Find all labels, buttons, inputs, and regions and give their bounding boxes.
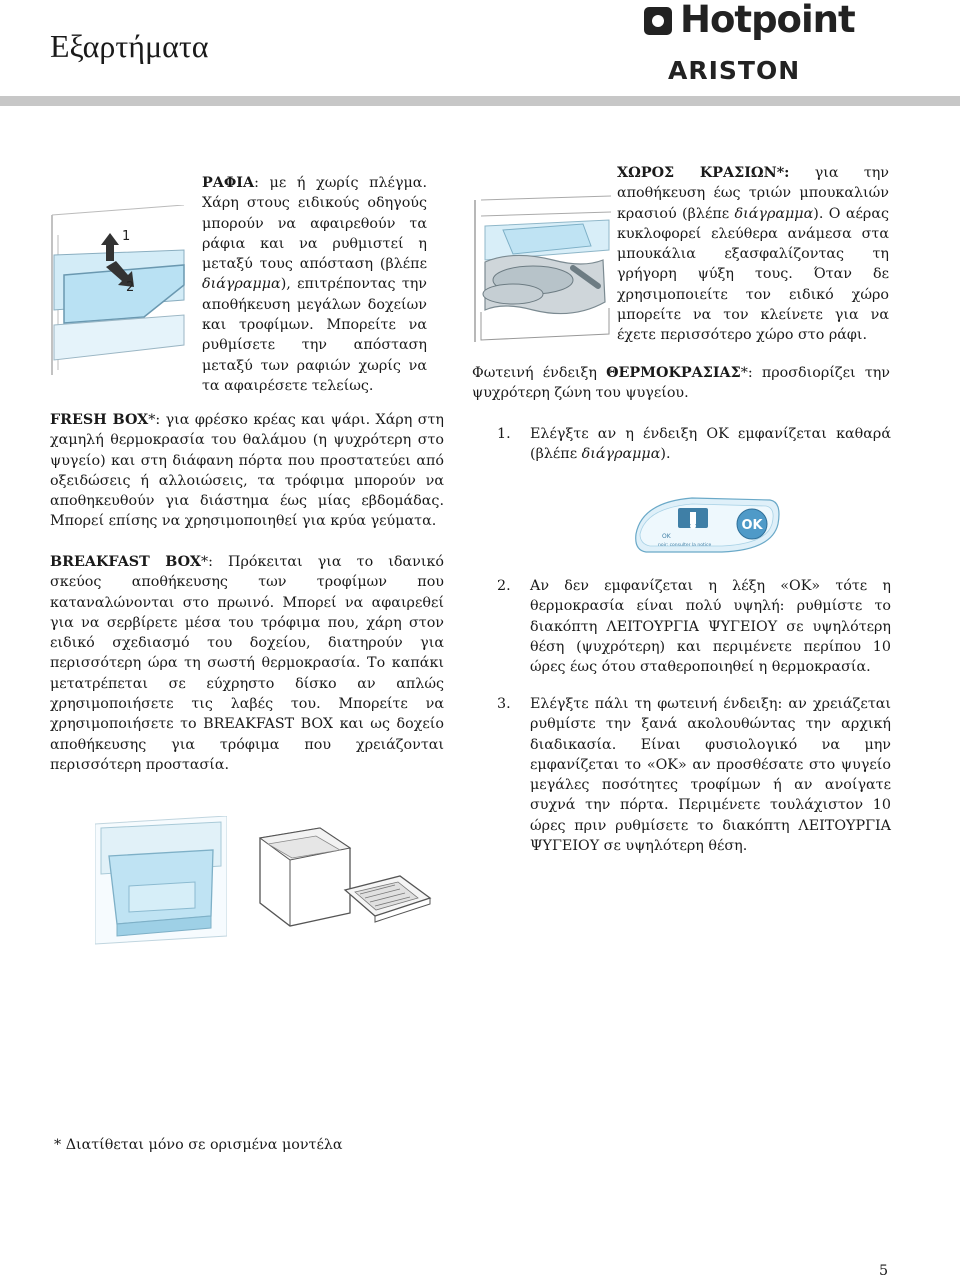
brand-name: Hotpoint (680, 0, 855, 41)
breakfast-box-paragraph (50, 552, 444, 775)
step-number: 1. (497, 426, 511, 442)
fresh-box-drawer-illustration (95, 816, 227, 946)
temp-indicator-text: Φωτεινή ένδειξη (472, 365, 607, 381)
page-title: Εξαρτήματα (50, 28, 209, 64)
brand-subname: ARISTON (668, 56, 801, 85)
step-text (530, 424, 891, 465)
wine-rack-text2: ). Ο αέρας κυκλοφορεί ελεύθερα ανάμεσα στα μπουκάλια εξασφαλίζοντας τη γρήγορη ψύξη τους. Όταν δε χρησιμοποιείτε τον ειδικό χώρο μπορείτε να τον κλείνετε για να έχετε περισσότερο χώρο στο ράφι. (617, 205, 889, 344)
temp-indicator-label: ΘΕΡΜΟΚΡΑΣΙΑΣ (606, 365, 741, 381)
shelves-ref: διάγραμμα (202, 276, 281, 293)
step-text-end: ). (660, 446, 671, 463)
breakfast-box-text: *: Πρόκειται για το ιδανικό σκεύος αποθήκευσης των τροφίμων που καταναλώνονται στο πρωινό. Μπορεί να αφαιρεθεί για να σερβίρετε μέσα του τρόφιμα που, χάρη στον ειδικό σχεδιασμό του δοχείου, διατηρούν για περισσότερη ώρα τη σωστή θερμοκρασία. Το καπάκι μετατρέπεται σε εύχρηστο δίσκο αν απλώς χρησιμοποιήσετε τις λαβές του. Μπορείτε να χρησιμοποιήσετε το BREAKFAST BOX και ως δοχείο αποθήκευσης για τρόφιμα που χρειάζονται περισσότερη προστασία. (50, 554, 444, 773)
fresh-box-text: *: για φρέσκο κρέας και ψάρι. Χάρη στη χαμηλή θερμοκρασία του θαλάμου (η ψυχρότερη στο ψυγείο) και στη διάφανη πόρτα που προστατεύει από οξειδώσεις ή αλλοιώσεις, τα τρόφιμα μπορούν να αποθηκευθούν για διάστημα έως μίας εβδομάδας. Μπορεί επίσης να χρησιμοποιηθεί για κρύα γεύματα. (50, 412, 444, 530)
shelves-text2: ), επιτρέποντας την αποθήκευση μεγάλων δοχείων και τροφίμων. Μπορείτε να ρυθμίσετε την απόσταση μεταξύ των ραφιών χωρίς να τα αφαιρέσετε τελείως. (202, 276, 427, 394)
breakfast-box-illustration (250, 818, 435, 943)
small-ok-label: OK (662, 533, 671, 540)
wine-rack-text: για την αποθήκευση έως τριών μπουκαλιών κρασιού (βλέπε (617, 165, 889, 222)
shelves-text: : με ή χωρίς πλέγμα. Χάρη στους ειδικούς οδηγούς μπορούν να αφαιρεθούν τα ράφια και να ρυθμιστεί η μεταξύ τους απόσταση (βλέπε (202, 175, 427, 273)
indicator-caption: noir: consulter la notice (658, 543, 712, 548)
step-item-2 (497, 576, 891, 676)
shelves-diagram (44, 205, 194, 380)
temperature-ok-indicator (632, 494, 782, 556)
step-item-1 (497, 424, 891, 466)
ok-label: OK (741, 518, 763, 533)
step2-label: 2 (126, 280, 135, 295)
shelves-paragraph (202, 173, 427, 396)
step-number: 3. (497, 696, 511, 712)
header-divider (0, 96, 960, 106)
step-ref: διάγραμμα (581, 446, 661, 463)
breakfast-box-label: BREAKFAST BOX (50, 554, 201, 570)
step-number: 2. (497, 578, 511, 594)
wine-rack-paragraph (617, 163, 889, 346)
footnote: * Διατίθεται μόνο σε ορισμένα μοντέλα (54, 1137, 343, 1153)
temp-indicator-text2: *: προσδιορίζει την ψυχρότερη ζώνη του ψυγείου. (472, 365, 890, 402)
fresh-box-paragraph (50, 410, 444, 532)
step-text-main: Ελέγξτε αν η ένδειξη OK εμφανίζεται καθαρά (βλέπε (530, 426, 891, 463)
wine-rack-label: ΧΩΡΟΣ ΚΡΑΣΙΩΝ*: (617, 165, 790, 181)
brand-logo (640, 0, 855, 85)
step-text: Ελέγξτε πάλι τη φωτεινή ένδειξη: αν χρειάζεται ρυθμίστε την ξανά ακολουθώντας την αρχική διαδικασία. Είναι φυσιολογικό να μην εμφανίζεται το «OK» αν προσθέσατε στο ψυγείο μεγάλες ποσότητες τροφίμων ή αν ανοίγατε συχνά την πόρτα. Περιμένετε τουλάχιστον 10 ώρες πριν ρυθμίσετε το διακόπτη ΛΕΙΤΟΥΡΓΙΑ ΨΥΓΕΙΟΥ σε υψηλότερη θέση. (530, 696, 891, 855)
brand-mark-icon (644, 7, 672, 35)
step-item-3 (497, 694, 891, 864)
page-number: 5 (879, 1263, 889, 1279)
shelves-label: ΡΑΦΙΑ (202, 175, 255, 191)
fresh-box-label: FRESH BOX (50, 412, 149, 428)
wine-rack-illustration (473, 190, 613, 345)
temp-indicator-paragraph (472, 363, 890, 404)
wine-rack-ref: διάγραμμα (734, 205, 814, 222)
step-text: Αν δεν εμφανίζεται η λέξη «OK» τότε η θερμοκρασία είναι πολύ υψηλή: ρυθμίστε το διακόπτη ΛΕΙΤΟΥΡΓΙΑ ΨΥΓΕΙΟΥ σε υψηλότερη θέση (ψυχρότερη) και περιμένετε περίπου 10 ώρες έως ότου σταθεροποιηθεί η θερμοκρασία. (530, 578, 891, 676)
step1-label: 1 (122, 229, 131, 244)
